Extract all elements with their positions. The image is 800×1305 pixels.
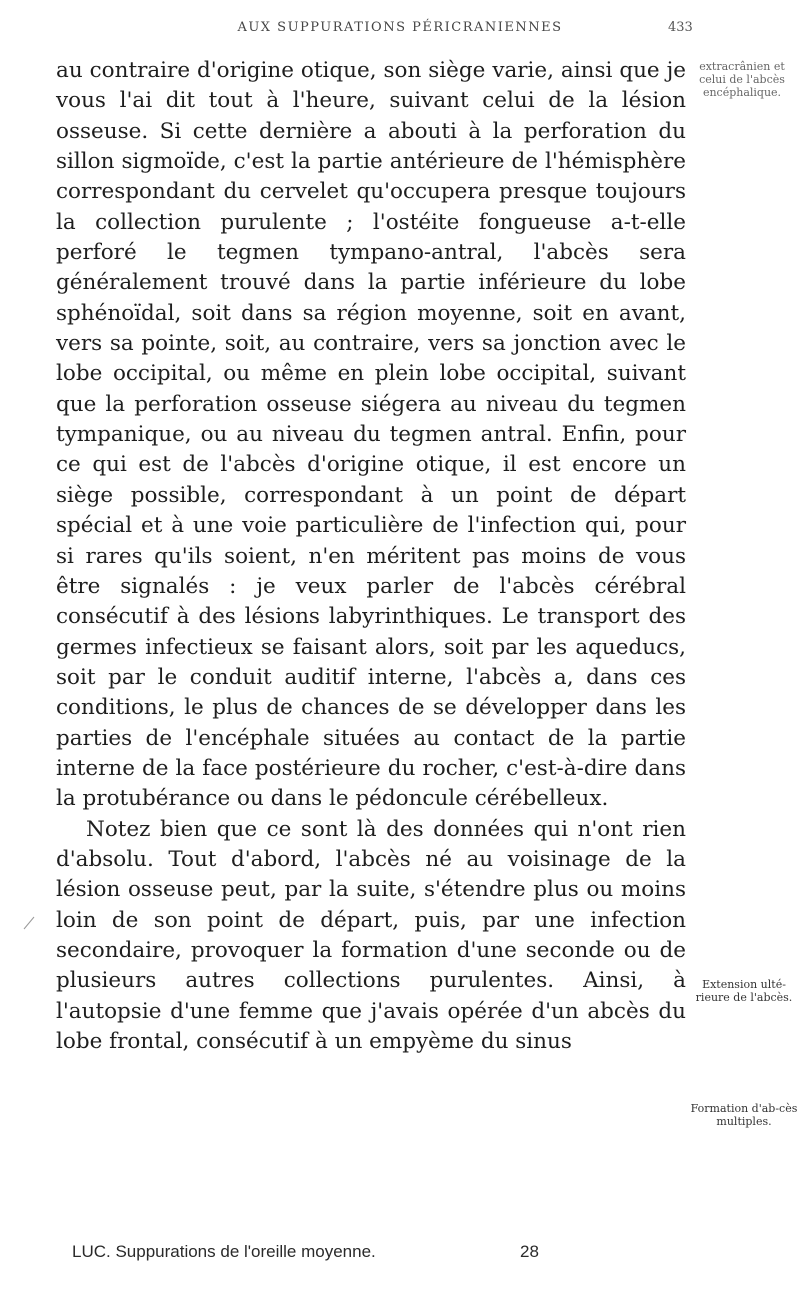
body-text bbox=[56, 56, 686, 1057]
margin-note-multiple-abscesses: Formation d'ab-cès multiples. bbox=[690, 1102, 798, 1128]
signature-mark: 28 bbox=[520, 1242, 539, 1261]
margin-note-extension: Extension ulté-rieure de l'abcès. bbox=[695, 978, 793, 1004]
margin-note-extracranial: extracrânien et celui de l'abcès encéphalique. bbox=[699, 60, 785, 99]
page-number: 433 bbox=[668, 20, 693, 35]
paragraph-2: Notez bien que ce sont là des données qui n'ont rien d'absolu. Tout d'abord, l'abcès né au voisinage de la lésion osseuse peut, par la suite, s'étendre plus ou moins loin de son point de départ, puis, par une infection secondaire, provoquer la formation d'une seconde ou de plusieurs autres collections purulentes. Ainsi, à l'autopsie d'une femme que j'avais opérée d'un abcès du lobe frontal, consécutif à un empyème du sinus bbox=[56, 816, 686, 1054]
paragraph-1: au contraire d'origine otique, son siège varie, ainsi que je vous l'ai dit tout à l'heure, suivant celui de la lésion osseuse. Si cette dernière a abouti à la perforation du sillon sigmoïde, c'est la partie antérieure de l'hémisphère correspondant du cervelet qu'occupera presque toujours la collection purulente ; l'ostéite fongueuse a-t-elle perforé le tegmen tympano-antral, l'abcès sera généralement trouvé dans la partie inférieure du lobe sphénoïdal, soit dans sa région moyenne, soit en avant, vers sa pointe, soit, au contraire, vers sa jonction avec le lobe occipital, ou même en plein lobe occipital, suivant que la perforation osseuse siégera au niveau du tegmen tympanique, ou au niveau du tegmen antral. Enfin, pour ce qui est de l'abcès d'origine otique, il est encore un siège possible, correspondant à un point de départ spécial et à une voie particulière de l'infection qui, pour si rares qu'ils soient, n'en méritent pas moins de vous être signalés : je veux parler de l'abcès cérébral consécutif à des lésions labyrinthiques. Le transport des germes infectieux se faisant alors, soit par les aqueducs, soit par le conduit auditif interne, l'abcès a, dans ces conditions, le plus de chances de se développer dans les parties de l'encéphale situées au contact de la partie interne de la face postérieure du rocher, c'est-à-dire dans la protubérance ou dans le pédoncule cérébelleux. bbox=[56, 58, 686, 812]
footer-text: LUC. Suppurations de l'oreille moyenne. bbox=[72, 1242, 376, 1261]
running-title: AUX SUPPURATIONS PÉRICRANIENNES bbox=[237, 20, 563, 35]
footer bbox=[72, 1242, 632, 1262]
pencil-mark-icon bbox=[22, 916, 36, 930]
